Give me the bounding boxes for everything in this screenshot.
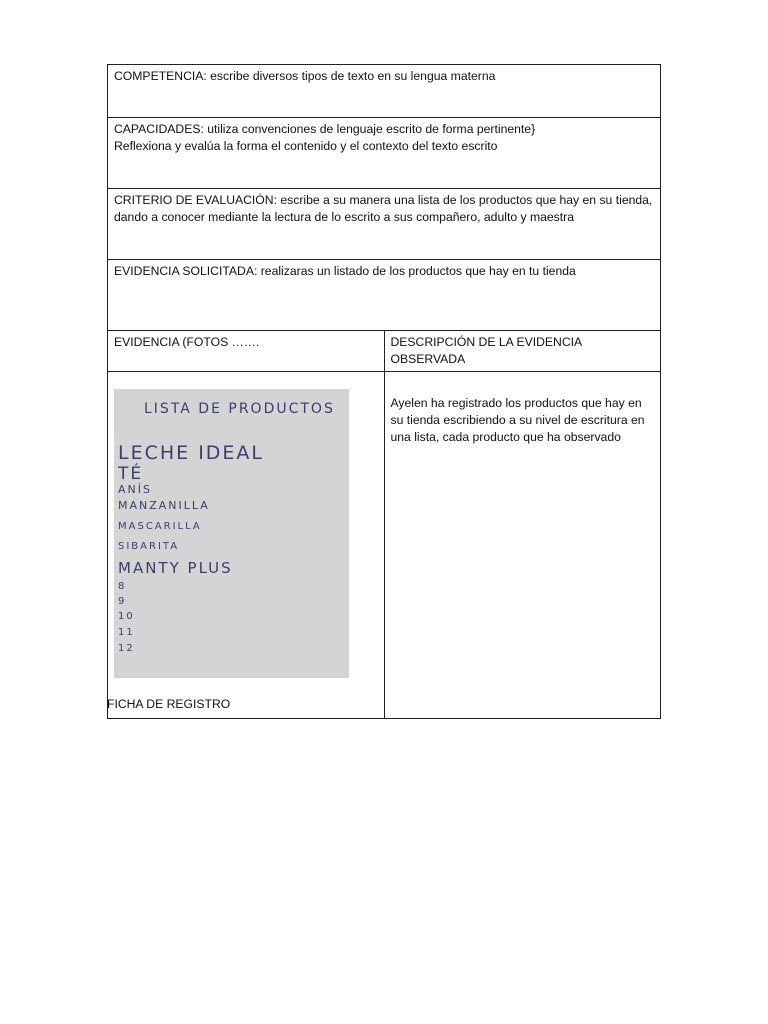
photo-number-10: 10 xyxy=(118,611,135,622)
footer-caption: FICHA DE REGISTRO xyxy=(107,697,231,711)
competencia-text: COMPETENCIA: escribe diversos tipos de texto en su lengua materna xyxy=(114,69,496,83)
photo-item-6: SIBARITA xyxy=(118,541,180,552)
photo-title: LISTA DE PRODUCTOS xyxy=(144,401,335,417)
evidence-photo-cell xyxy=(108,372,385,719)
competencia-cell xyxy=(108,65,661,118)
descripcion-text: Ayelen ha registrado los productos que hay en su tienda escribiendo a su nivel de escritura en una lista, cada producto que ha observado xyxy=(390,396,645,444)
evidence-photo xyxy=(114,389,349,678)
photo-item-7: MANTY PLUS xyxy=(118,559,233,577)
paper-background xyxy=(114,389,349,678)
photo-item-5: MASCARILLA xyxy=(118,521,202,532)
photo-item-1: LECHE IDEAL xyxy=(118,442,265,464)
evidencia-header-cell xyxy=(108,331,385,372)
descripcion-header-cell xyxy=(384,331,661,372)
photo-number-11: 11 xyxy=(118,627,135,638)
photo-number-9: 9 xyxy=(118,596,127,607)
criterio-cell xyxy=(108,189,661,260)
photo-item-2: TÉ xyxy=(118,464,144,484)
evidencia-header: EVIDENCIA (FOTOS ……. xyxy=(114,335,260,349)
capacidades-line-1: CAPACIDADES: utiliza convenciones de lenguaje escrito de forma pertinente} xyxy=(114,122,536,136)
evidencia-solicitada-text: EVIDENCIA SOLICITADA: realizaras un listado de los productos que hay en tu tienda xyxy=(114,264,576,278)
criterio-text: CRITERIO DE EVALUACIÓN: escribe a su manera una lista de los productos que hay en su tienda, dando a conocer mediante la lectura de lo escrito a sus compañero, adulto y maestra xyxy=(114,193,653,224)
descripcion-cell xyxy=(384,372,661,719)
photo-number-12: 12 xyxy=(118,643,135,654)
descripcion-header: DESCRIPCIÓN DE LA EVIDENCIA OBSERVADA xyxy=(390,335,582,366)
capacidades-line-2: Reflexiona y evalúa la forma el contenido y el contexto del texto escrito xyxy=(114,139,498,153)
handwritten-list-image xyxy=(114,389,349,678)
evidence-form-table xyxy=(107,64,661,719)
photo-item-3: ANÍS xyxy=(118,483,152,496)
photo-number-8: 8 xyxy=(118,581,127,592)
evidencia-solicitada-cell xyxy=(108,260,661,331)
capacidades-cell xyxy=(108,118,661,189)
photo-item-4: MANZANILLA xyxy=(118,499,210,512)
